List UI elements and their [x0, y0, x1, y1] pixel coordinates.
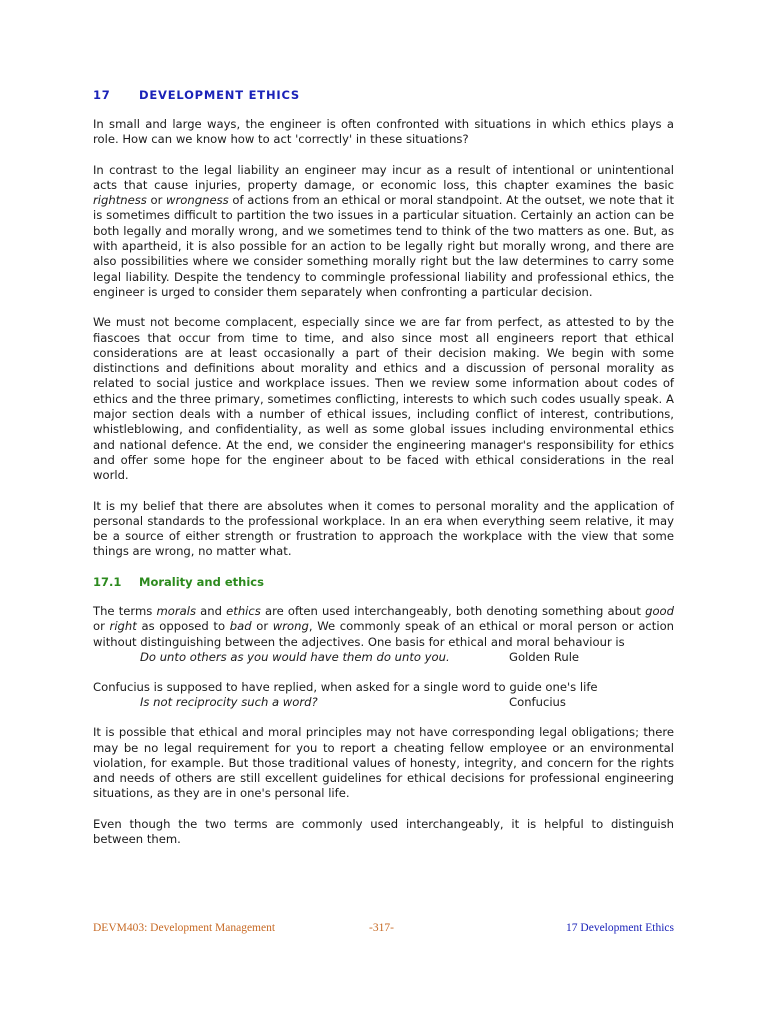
page-footer — [93, 922, 674, 938]
paragraph-morals-ethics: The terms morals and ethics are often used interchangeably, both denoting something about good or right as opposed to bad or wrong, We commonly speak of an ethical or moral person or action without distinguishing between the adjectives. One basis for ethical and moral behaviour is — [93, 604, 675, 649]
quote-text: Is not reciprocity such a word? — [140, 695, 318, 710]
footer-page-number: -317- — [369, 922, 394, 934]
footer-chapter: 17 Development Ethics — [566, 922, 674, 934]
chapter-title: DEVELOPMENT ETHICS — [139, 88, 300, 102]
paragraph-legal-obligations: It is possible that ethical and moral principles may not have corresponding legal obligations; there may be no legal requirement for you to report a cheating fellow employee or an environmental violation, for example. But those traditional values of honesty, integrity, and concern for the rights and needs of others are still excellent guidelines for ethical decisions for professional engineering situations, as they are in one's personal life. — [93, 725, 674, 801]
quote-golden-rule — [93, 650, 674, 666]
section-title: Morality and ethics — [139, 574, 264, 589]
footer-course: DEVM403: Development Management — [93, 922, 276, 934]
paragraph-legal-liability: In contrast to the legal liability an engineer may incur as a result of intentional or unintentional acts that cause injuries, property damage, or economic loss, this chapter examines the basic rightness or wrongness of actions from an ethical or moral standpoint. At the outset, we note that it is sometimes difficult to partition the two issues in a particular situation. Certainly an action can be both legally and morally wrong, and we sometimes tend to think of the two matters as one. But, as with apartheid, it is also possible for an action to be legally right but morally wrong, and there are also possibilities where we consider something morally right but the law determines to carry some legal liability. Despite the tendency to commingle professional liability and professional ethics, the engineer is urged to consider them separately when confronting a particular decision. — [93, 162, 674, 299]
quote-text: Do unto others as you would have them do unto you. — [140, 649, 450, 664]
paragraph-intro: In small and large ways, the engineer is often confronted with situations in which ethics plays a role. How can we know how to act 'correctly' in these situations? — [93, 117, 674, 147]
paragraph-confucius: Confucius is supposed to have replied, when asked for a single word to guide one's life — [93, 679, 598, 694]
chapter-number: 17 — [93, 88, 111, 102]
paragraph-complacency: We must not become complacent, especially since we are far from perfect, as attested to by the fiascoes that occur from time to time, and also since most all engineers report that ethical considerations are at least occasionally a part of their decision making. We begin with some distinctions and definitions about morality and ethics and a discussion of personal morality as related to social justice and workplace issues. Then we review some information about codes of ethics and the three primary, sometimes conflicting, interests to which such codes usually speak. A major section deals with a number of ethical issues, including conflict of interest, contributions, whistleblowing, and confidentiality, as well as some global issues including environmental ethics and national defence. At the end, we consider the engineering manager's responsibility for ethics and offer some hope for the engineer about to be faced with ethical considerations in the real world. — [93, 315, 674, 483]
quote-source: Confucius — [509, 695, 566, 710]
quote-confucius — [93, 695, 674, 711]
section-heading — [93, 575, 674, 590]
section-number: 17.1 — [93, 574, 122, 589]
quote-source: Golden Rule — [509, 649, 580, 664]
paragraph-distinguish: Even though the two terms are commonly used interchangeably, it is helpful to distinguish between them. — [93, 816, 674, 846]
chapter-heading — [93, 88, 300, 102]
term-rightness: rightness — [93, 193, 147, 208]
body-text — [93, 117, 674, 862]
paragraph-belief: It is my belief that there are absolutes when it comes to personal morality and the application of personal standards to the professional workplace. In an era when everything seem relative, it may be a source of either strength or frustration to approach the workplace with the view that some things are wrong, no matter what. — [93, 498, 674, 559]
term-wrongness: wrongness — [166, 193, 229, 208]
